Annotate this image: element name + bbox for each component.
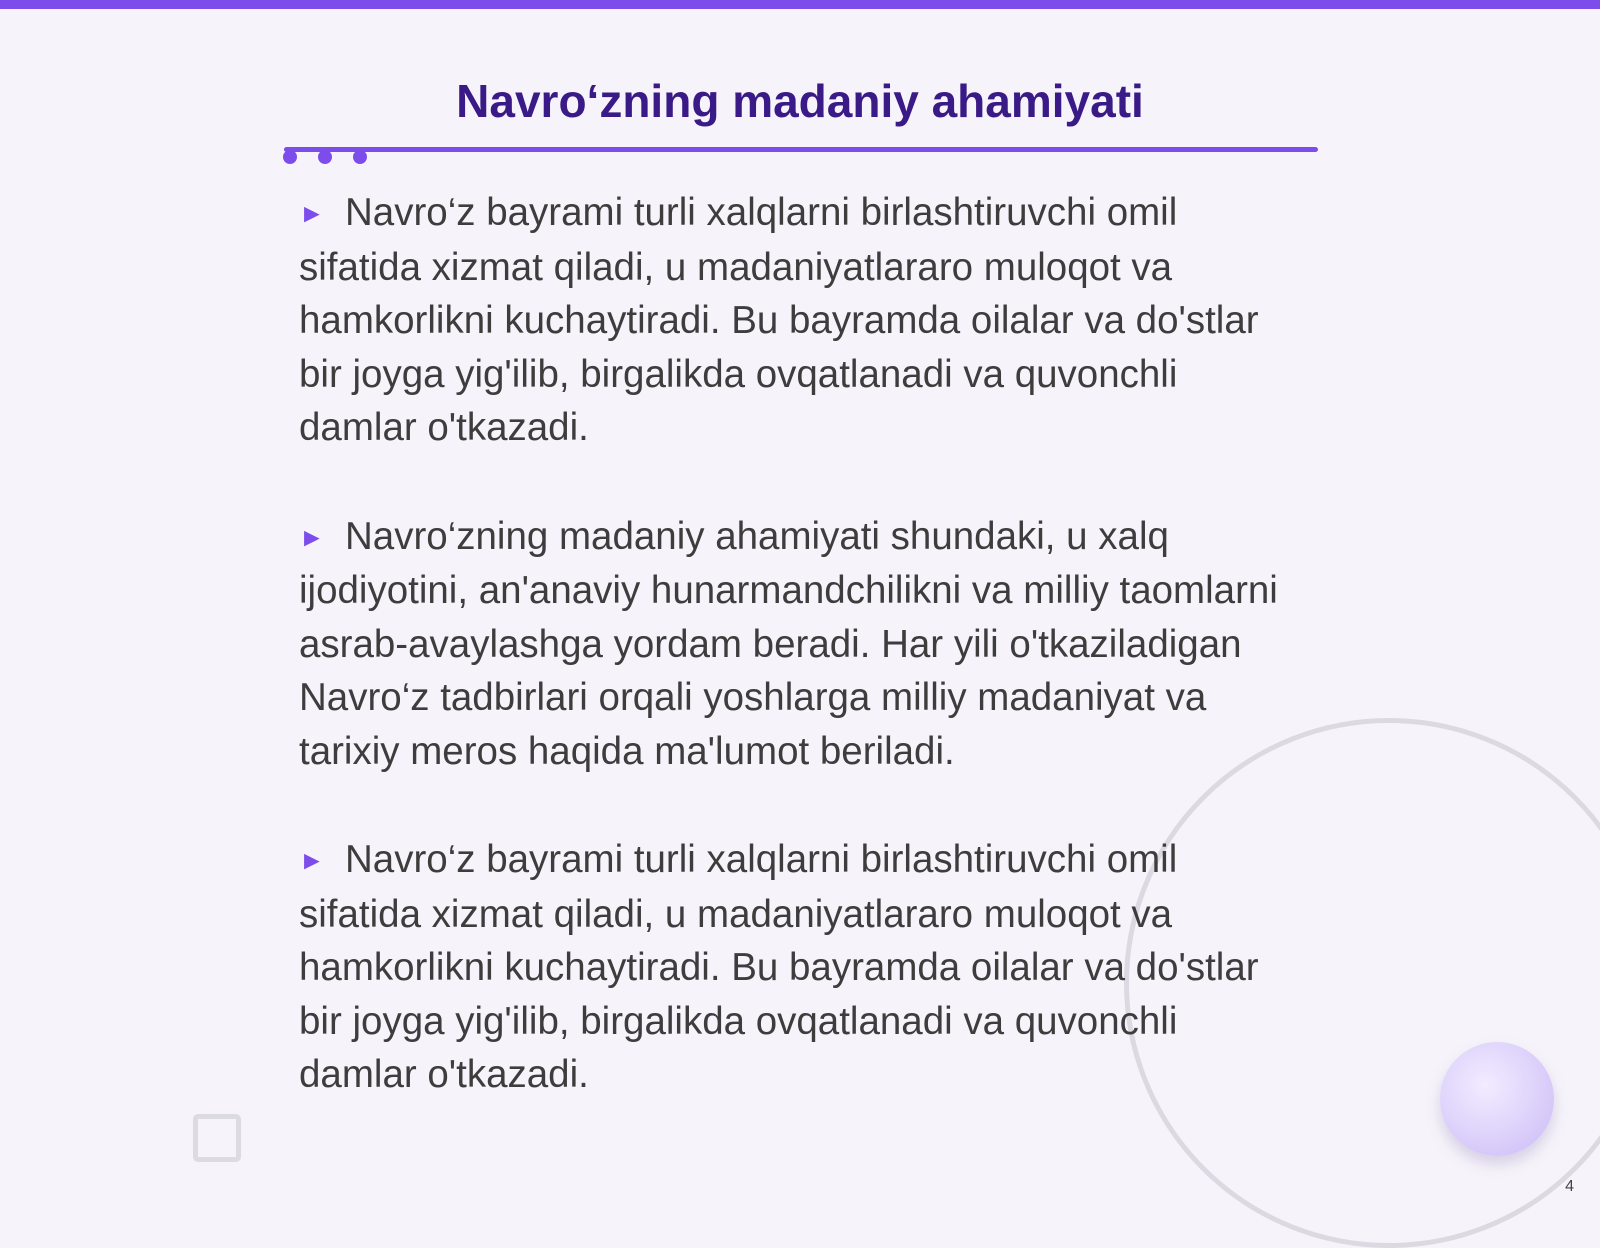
triangle-right-icon: ► xyxy=(299,198,325,228)
page-number: 4 xyxy=(1565,1178,1574,1195)
triangle-right-icon: ► xyxy=(299,845,325,875)
slide-title: Navro‘zning madaniy ahamiyati xyxy=(456,75,1144,127)
title-underline xyxy=(284,147,1318,152)
bullet-paragraph xyxy=(299,833,1289,1102)
paragraph-text: Navro‘z bayrami turli xalqlarni birlashtiruvchi omil sifatida xizmat qiladi, u madaniyatlararo muloqot va hamkorlikni kuchaytiradi. Bu bayramda oilalar va do'stlar bir joyga yig'ilib, birgalikda ovqatlanadi va quvonchli damlar o'tkazadi. xyxy=(299,191,1259,449)
title-underline-dot xyxy=(318,150,332,164)
top-accent-bar xyxy=(0,0,1600,9)
decorative-square xyxy=(193,1114,241,1162)
decorative-orb xyxy=(1440,1042,1554,1156)
slide-body xyxy=(299,186,1289,1157)
bullet-paragraph xyxy=(299,186,1289,455)
bullet-paragraph xyxy=(299,510,1289,779)
title-underline-dot xyxy=(353,150,367,164)
title-underline-dot xyxy=(283,150,297,164)
paragraph-text: Navro‘z bayrami turli xalqlarni birlashtiruvchi omil sifatida xizmat qiladi, u madaniyatlararo muloqot va hamkorlikni kuchaytiradi. Bu bayramda oilalar va do'stlar bir joyga yig'ilib, birgalikda ovqatlanadi va quvonchli damlar o'tkazadi. xyxy=(299,838,1259,1096)
paragraph-text: Navro‘zning madaniy ahamiyati shundaki, u xalq ijodiyotini, an'anaviy hunarmandchilikni va milliy taomlarni asrab-avaylashga yordam beradi. Har yili o'tkaziladigan Navro‘z tadbirlari orqali yoshlarga milliy madaniyat va tarixiy meros haqida ma'lumot beriladi. xyxy=(299,514,1278,773)
triangle-right-icon: ► xyxy=(299,521,325,552)
